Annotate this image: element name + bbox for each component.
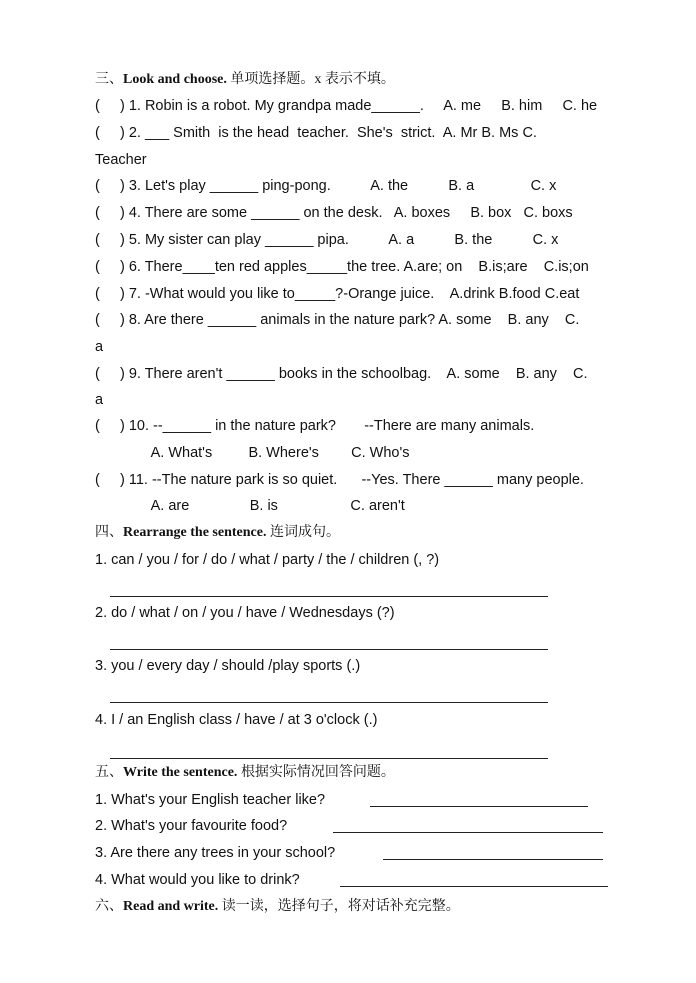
question-line: a — [95, 392, 104, 408]
question-line: Teacher — [95, 152, 147, 168]
question-line: ( ) 10. --______ in the nature park? --There are many animals. — [95, 418, 535, 434]
question-line: ( ) 5. My sister can play ______ pipa. A. a B. the C. x — [95, 232, 559, 248]
question-item: 4. What would you like to drink? — [95, 872, 300, 888]
question-line: ( ) 1. Robin is a robot. My grandpa made______. A. me B. him C. he — [95, 98, 598, 114]
question-options: A. What's B. Where's C. Who's — [95, 445, 410, 461]
section3-number: 三、 — [95, 72, 123, 87]
question-item: 2. What's your favourite food? — [95, 818, 288, 834]
rearrange-item: 3. you / every day / should /play sports (.) — [95, 658, 361, 674]
question-line: ( ) 2. ___ Smith is the head teacher. She's strict. A. Mr B. Ms C. — [95, 125, 537, 141]
section6-title-cn: 读一读，选择句子，将对话补充完整。 — [218, 899, 460, 914]
section4-title-cn: 连词成句。 — [266, 525, 340, 540]
rearrange-item: 2. do / what / on / you / have / Wednesdays (?) — [95, 605, 395, 621]
question-line: ( ) 9. There aren't ______ books in the schoolbag. A. some B. any C. — [95, 366, 588, 382]
section5-title-en: Write the sentence. — [123, 765, 238, 780]
rearrange-item: 4. I / an English class / have / at 3 o'clock (.) — [95, 712, 378, 728]
section4-title-en: Rearrange the sentence. — [123, 525, 267, 540]
answer-line[interactable] — [110, 702, 548, 703]
rearrange-item: 1. can / you / for / do / what / party / the / children (, ?) — [95, 552, 440, 568]
answer-blank[interactable] — [340, 886, 608, 887]
question-line: ( ) 6. There____ten red apples_____the tree. A.are; on B.is;are C.is;on — [95, 259, 589, 275]
question-line: ( ) 3. Let's play ______ ping-pong. A. the B. a C. x — [95, 178, 557, 194]
section4-number: 四、 — [95, 525, 123, 540]
section6-heading — [95, 896, 660, 918]
section5-title-cn: 根据实际情况回答问题。 — [237, 765, 395, 780]
section6-number: 六、 — [95, 899, 123, 914]
question-line: ( ) 4. There are some ______ on the desk. A. boxes B. box C. boxs — [95, 205, 573, 221]
answer-blank[interactable] — [333, 832, 603, 833]
section4-heading — [95, 522, 660, 544]
question-item: 1. What's your English teacher like? — [95, 792, 326, 808]
answer-line[interactable] — [110, 596, 548, 597]
section5-heading — [95, 762, 660, 784]
question-item: 3. Are there any trees in your school? — [95, 845, 336, 861]
question-line: ( ) 8. Are there ______ animals in the nature park? A. some B. any C. — [95, 312, 580, 328]
answer-line[interactable] — [110, 649, 548, 650]
answer-blank[interactable] — [383, 859, 603, 860]
section3-title-en: Look and choose. — [123, 72, 227, 87]
answer-blank[interactable] — [370, 806, 588, 807]
section3-heading — [95, 69, 660, 91]
answer-line[interactable] — [110, 758, 548, 759]
question-options: A. are B. is C. aren't — [95, 498, 405, 514]
section5-number: 五、 — [95, 765, 123, 780]
question-line: a — [95, 339, 104, 355]
section3-title-cn: 单项选择题。x 表示不填。 — [226, 72, 395, 87]
question-line: ( ) 11. --The nature park is so quiet. --Yes. There ______ many people. — [95, 472, 584, 488]
section6-title-en: Read and write. — [123, 899, 219, 914]
question-line: ( ) 7. -What would you like to_____?-Orange juice. A.drink B.food C.eat — [95, 286, 580, 302]
